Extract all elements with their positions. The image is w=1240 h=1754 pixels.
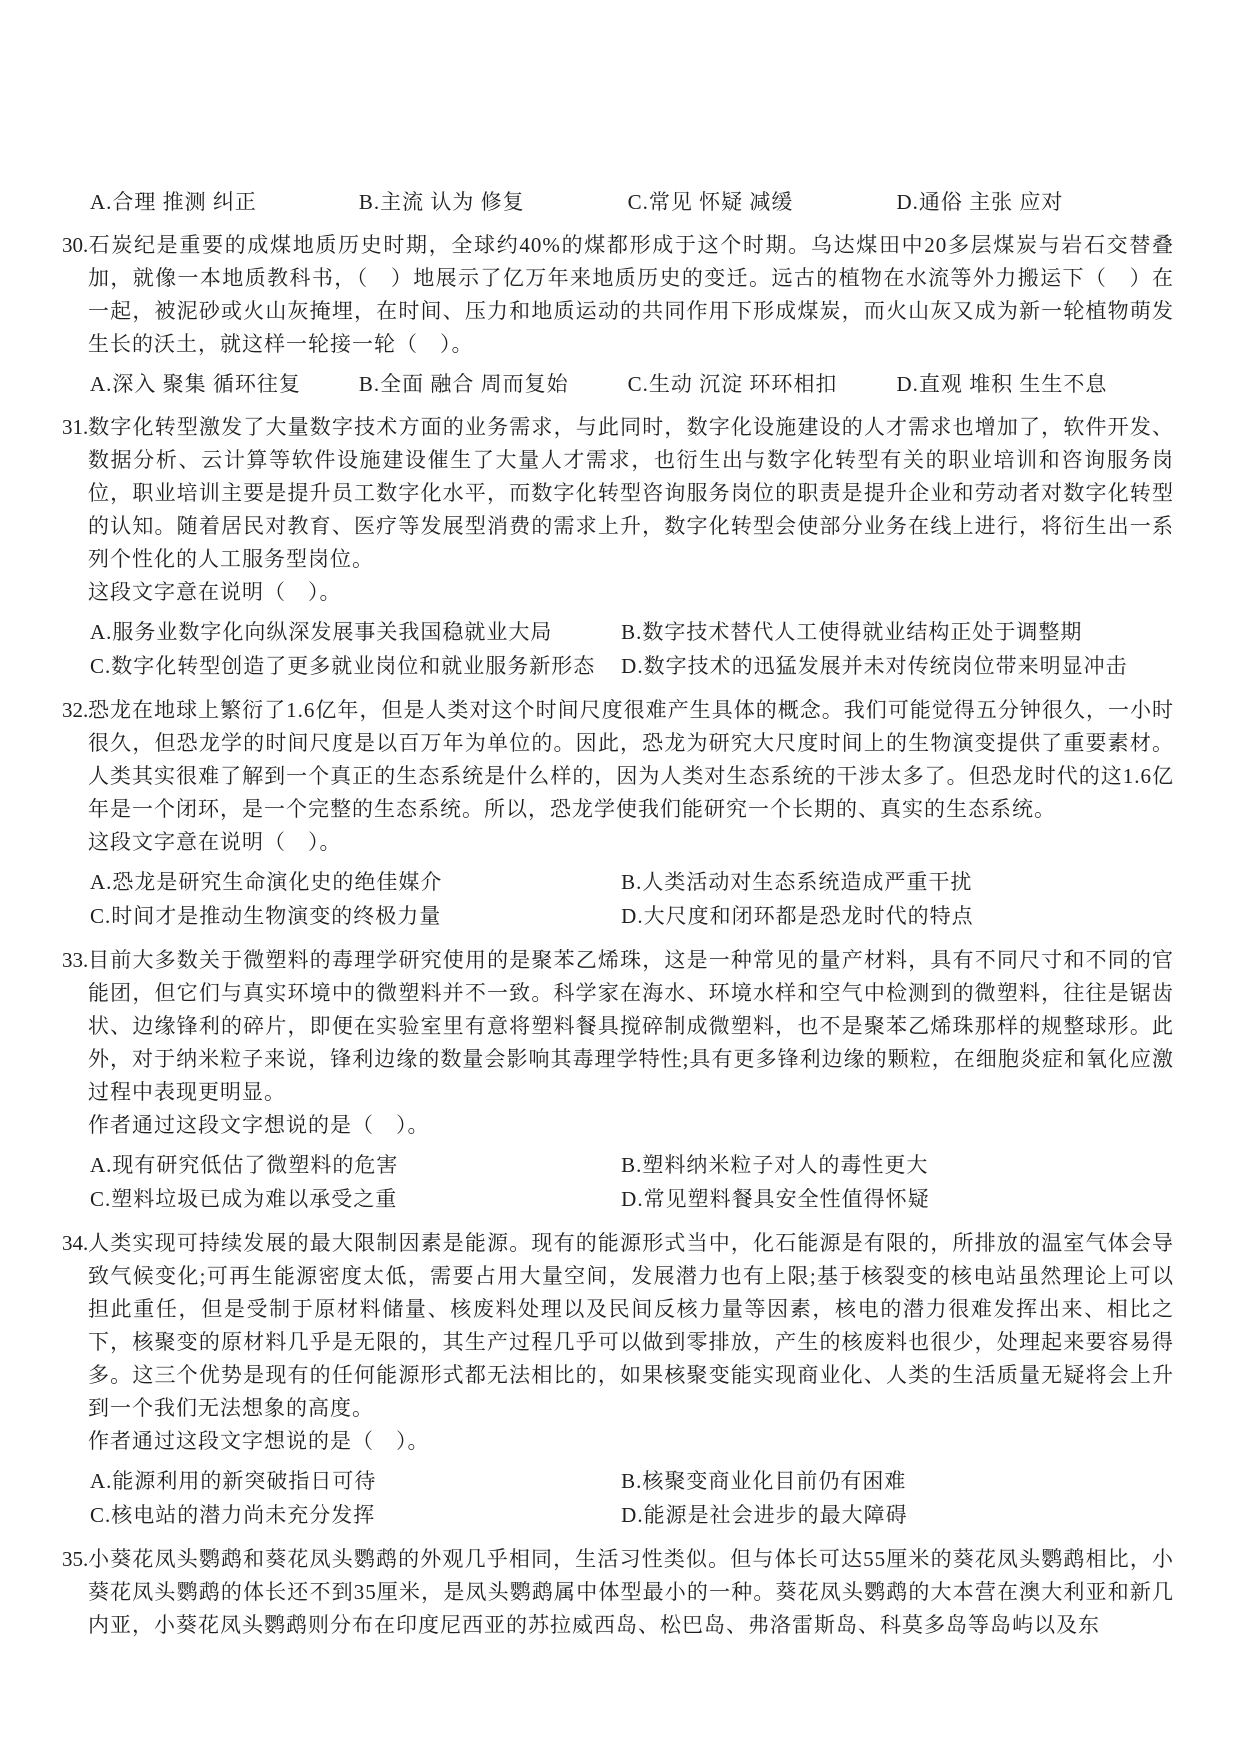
option-a: A.合理 推测 纠正 — [90, 190, 257, 214]
question-number: 32. — [62, 698, 89, 722]
option-c: C.核电站的潜力尚未充分发挥 — [90, 1503, 376, 1527]
question-33 — [62, 944, 1174, 1217]
question-passage — [62, 1227, 1174, 1425]
question-29-options-row — [62, 186, 1174, 219]
passage-text: 数字化转型激发了大量数字技术方面的业务需求，与此同时，数字化设施建设的人才需求也增加了，软件开发、数据分析、云计算等软件设施建设催生了大量人才需求，也衍生出与数字化转型有关的职业培训和咨询服务岗位，职业培训主要是提升员工数字化水平，而数字化转型咨询服务岗位的职责是提升企业和劳动者对数字化转型的认知。随着居民对教育、医疗等发展型消费的需求上升，数字化转型会使部分业务在线上进行，将衍生出一系列个性化的人工服务型岗位。 — [88, 415, 1174, 571]
option-b: B.人类活动对生态系统造成严重干扰 — [621, 870, 973, 894]
option-b: B.数字技术替代人工使得就业结构正处于调整期 — [621, 620, 1083, 644]
option-c: C.生动 沉淀 环环相扣 — [627, 372, 838, 396]
passage-text: 人类实现可持续发展的最大限制因素是能源。现有的能源形式当中，化石能源是有限的，所排放的温室气体会导致气候变化;可再生能源密度太低，需要占用大量空间，发展潜力也有上限;基于核裂变的核电站虽然理论上可以担此重任，但是受制于原材料储量、核废料处理以及民间反核力量等因素，核电的潜力很难发挥出来、相比之下，核聚变的原材料几乎是无限的，其生产过程几乎可以做到零排放，产生的核废料也很少，处理起来要容易得多。这三个优势是现有的任何能源形式都无法相比的，如果核聚变能实现商业化、人类的生活质量无疑将会上升到一个我们无法想象的高度。 — [88, 1231, 1174, 1420]
option-c: C.常见 怀疑 减缓 — [627, 190, 794, 214]
question-stem: 这段文字意在说明（ ）。 — [88, 580, 342, 604]
option-c: C.塑料垃圾已成为难以承受之重 — [90, 1187, 398, 1211]
option-a: A.深入 聚集 循环往复 — [90, 372, 301, 396]
question-30-options-row — [62, 368, 1174, 401]
option-b: B.全面 融合 周而复始 — [358, 372, 569, 396]
option-d: D.能源是社会进步的最大障碍 — [621, 1503, 908, 1527]
option-a: A.能源利用的新突破指日可待 — [90, 1469, 377, 1493]
option-d: D.常见塑料餐具安全性值得怀疑 — [621, 1187, 930, 1211]
option-d: D.直观 堆积 生生不息 — [896, 372, 1108, 396]
question-passage — [62, 229, 1174, 361]
question-passage — [62, 694, 1174, 826]
option-d: D.大尺度和闭环都是恐龙时代的特点 — [621, 904, 974, 928]
question-number: 35. — [62, 1547, 89, 1571]
question-33-options-grid — [62, 1149, 1174, 1217]
question-stem: 作者通过这段文字想说的是（ ）。 — [88, 1113, 430, 1137]
option-a: A.恐龙是研究生命演化史的绝佳媒介 — [90, 870, 443, 894]
passage-text: 石炭纪是重要的成煤地质历史时期，全球约40%的煤都形成于这个时期。乌达煤田中20多层煤炭与岩石交替叠加，就像一本地质教科书，（ ）地展示了亿万年来地质历史的变迁。远古的植物在水流等外力搬运下（ ）在一起，被泥砂或火山灰掩埋，在时间、压力和地质运动的共同作用下形成煤炭，而火山灰又成为新一轮植物萌发生长的沃土，就这样一轮接一轮（ ）。 — [88, 233, 1174, 356]
question-passage — [62, 411, 1174, 576]
question-number: 31. — [62, 415, 89, 439]
question-stem: 作者通过这段文字想说的是（ ）。 — [88, 1429, 430, 1453]
question-35 — [62, 1543, 1174, 1642]
question-number: 34. — [62, 1231, 89, 1255]
option-b: B.塑料纳米粒子对人的毒性更大 — [621, 1153, 929, 1177]
question-31 — [62, 411, 1174, 684]
question-34 — [62, 1227, 1174, 1533]
question-passage — [62, 944, 1174, 1109]
question-number: 33. — [62, 948, 89, 972]
question-32-options-grid — [62, 866, 1174, 934]
question-32 — [62, 694, 1174, 934]
passage-text: 目前大多数关于微塑料的毒理学研究使用的是聚苯乙烯珠，这是一种常见的量产材料，具有不同尺寸和不同的官能团，但它们与真实环境中的微塑料并不一致。科学家在海水、环境水样和空气中检测到的微塑料，往往是锯齿状、边缘锋利的碎片，即便在实验室里有意将塑料餐具搅碎制成微塑料，也不是聚苯乙烯珠那样的规整球形。此外，对于纳米粒子来说，锋利边缘的数量会影响其毒理学特性;具有更多锋利边缘的颗粒，在细胞炎症和氧化应激过程中表现更明显。 — [88, 948, 1174, 1104]
question-30 — [62, 229, 1174, 401]
option-b: B.主流 认为 修复 — [358, 190, 525, 214]
option-b: B.核聚变商业化目前仍有困难 — [621, 1469, 907, 1493]
option-d: D.数字技术的迅猛发展并未对传统岗位带来明显冲击 — [621, 654, 1128, 678]
question-number: 30. — [62, 233, 89, 257]
option-c: C.时间才是推动生物演变的终极力量 — [90, 904, 442, 928]
option-c: C.数字化转型创造了更多就业岗位和就业服务新形态 — [90, 654, 596, 678]
option-a: A.现有研究低估了微塑料的危害 — [90, 1153, 399, 1177]
question-31-options-grid — [62, 616, 1174, 684]
option-d: D.通俗 主张 应对 — [896, 190, 1064, 214]
question-stem: 这段文字意在说明（ ）。 — [88, 830, 342, 854]
question-34-options-grid — [62, 1465, 1174, 1533]
option-a: A.服务业数字化向纵深发展事关我国稳就业大局 — [90, 620, 553, 644]
passage-text: 恐龙在地球上繁衍了1.6亿年，但是人类对这个时间尺度很难产生具体的概念。我们可能觉得五分钟很久，一小时很久，但恐龙学的时间尺度是以百万年为单位的。因此，恐龙为研究大尺度时间上的生物演变提供了重要素材。人类其实很难了解到一个真正的生态系统是什么样的，因为人类对生态系统的干涉太多了。但恐龙时代的这1.6亿年是一个闭环，是一个完整的生态系统。所以，恐龙学使我们能研究一个长期的、真实的生态系统。 — [88, 698, 1174, 821]
question-passage — [62, 1543, 1174, 1642]
passage-text: 小葵花凤头鹦鹉和葵花凤头鹦鹉的外观几乎相同，生活习性类似。但与体长可达55厘米的葵花凤头鹦鹉相比，小葵花凤头鹦鹉的体长还不到35厘米，是凤头鹦鹉属中体型最小的一种。葵花凤头鹦鹉的大本营在澳大利亚和新几内亚，小葵花凤头鹦鹉则分布在印度尼西亚的苏拉威西岛、松巴岛、弗洛雷斯岛、科莫多岛等岛屿以及东 — [88, 1547, 1174, 1637]
